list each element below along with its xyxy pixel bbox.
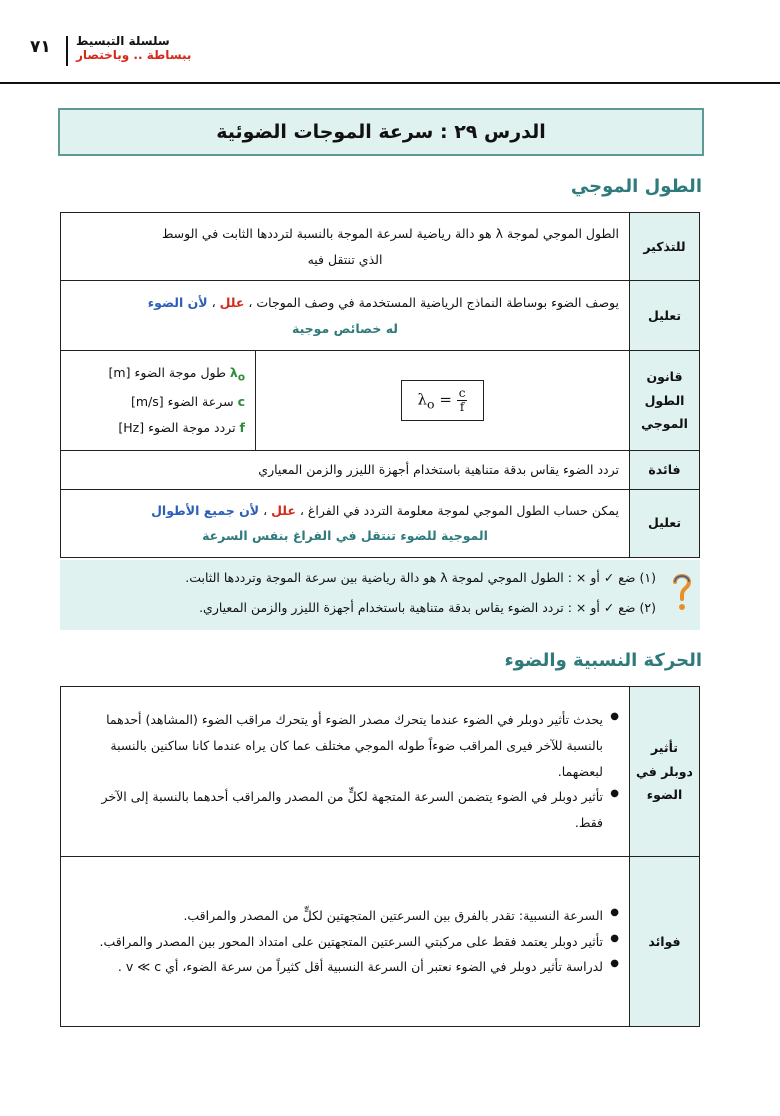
var-symbol: c (237, 393, 245, 409)
row-label-reason1: تعليل (630, 281, 700, 351)
doppler-label-line: الضوء (646, 787, 683, 803)
series-title: سلسلة التبسيط (76, 34, 170, 48)
formula-numerator: c (458, 386, 466, 400)
row-reason2 (61, 489, 700, 557)
header-rule (0, 82, 780, 84)
row-label-remember: للتذكير (630, 213, 700, 281)
reason1-text (61, 281, 630, 351)
reason2-statement: يمكن حساب الطول الموجي لموجة معلومة التردد في الفراغ ، (295, 502, 619, 518)
row-label-notes: فوائد (630, 857, 700, 1027)
doppler-content (61, 687, 630, 857)
formula-lambda: λ (417, 390, 428, 409)
var-symbol: f (239, 420, 245, 436)
question-mark-icon (670, 570, 694, 614)
series-subtitle: ببساطة .. وباختصار (76, 48, 192, 62)
row-label-reason2: تعليل (630, 489, 700, 557)
notes-content (61, 857, 630, 1027)
reason2-answer: الموجية للضوء تنتقل في الفراغ بنفس السرعة (202, 528, 488, 544)
notes-list (61, 899, 629, 984)
reason1-statement: يوصف الضوء بوساطة النماذج الرياضية المستخدمة في وصف الموجات ، (244, 294, 619, 310)
doppler-table (60, 686, 700, 1027)
quiz-question-2: (٢) ضع ✓ أو × : تردد الضوء يقاس بدقة متناهية باستخدام أجهزة الليزر والزمن المعياري. (199, 600, 656, 615)
reason2-text (61, 489, 630, 557)
law-label-line: الموجي (641, 416, 688, 432)
formula-fraction (457, 387, 468, 414)
var-symbol: λ (229, 364, 238, 380)
list-item: ● لدراسة تأثير دوبلر في الضوء نعتبر أن السرعة النسبية أقل كثيراً من سرعة الضوء، أي v ≪ c . (71, 954, 619, 980)
variables-cell (61, 351, 256, 451)
row-remember (61, 213, 700, 281)
row-notes (61, 857, 700, 1027)
var-row (71, 415, 245, 441)
doppler-label-line: دوبلر في (636, 763, 693, 779)
row-label-law (630, 351, 700, 451)
var-desc: طول موجة الضوء (130, 364, 230, 380)
fact-text: تردد الضوء يقاس بدقة متناهية باستخدام أجهزة الليزر والزمن المعياري (61, 451, 630, 490)
list-item: ● يحدث تأثير دوبلر في الضوء عندما يتحرك مصدر الضوء أو يتحرك مراقب الضوء (المشاهد) أحدهما بالنسبة للآخر فيرى المراقب ضوءاً طوله الموجي مختلف عما كان يراه عندما كانا ساكنين بالنسبة لبعضهما. (71, 707, 619, 784)
var-row (71, 389, 245, 415)
reason1-why: علل (219, 294, 245, 310)
quiz-box (60, 560, 700, 630)
remember-line1: الطول الموجي لموجة λ هو دالة رياضية لسرعة الموجة بالنسبة لترددها الثابت في الوسط (161, 225, 619, 241)
row-reason1 (61, 281, 700, 351)
lesson-title: الدرس ٢٩ : سرعة الموجات الضوئية (58, 108, 704, 156)
var-desc: سرعة الضوء (163, 393, 238, 409)
remember-line2: الذي تنتقل فيه (307, 251, 383, 267)
doppler-list (61, 703, 629, 839)
list-item: ● السرعة النسبية: تقدر بالفرق بين السرعتين المتجهتين لكلٍّ من المصدر والمراقب. (71, 903, 619, 929)
series-info (76, 34, 191, 80)
row-fact (61, 451, 700, 490)
list-item: ● تأثير دوبلر في الضوء يتضمن السرعة المتجهة لكلٍّ من المصدر والمراقب أحدهما بالنسبة إلى الآخر فقط. (71, 784, 619, 835)
remember-text (61, 213, 630, 281)
var-desc: تردد موجة الضوء (144, 420, 240, 436)
var-unit: [Hz] (118, 420, 145, 436)
page-number: ٧١ (30, 37, 51, 57)
var-unit: [m] (108, 364, 131, 380)
reason1-answer: له خصائص موجية (291, 320, 398, 336)
section-heading-relative-motion: الحركة النسبية والضوء (504, 650, 702, 671)
list-item: ● تأثير دوبلر يعتمد فقط على مركبتي السرعتين المتجهتين على امتداد المحور بين المصدر والمراقب. (71, 929, 619, 955)
formula-equals: = (439, 390, 452, 409)
reason1-sep: ، (207, 294, 220, 310)
var-unit: [m/s] (130, 393, 164, 409)
var-row (71, 360, 245, 389)
reason2-because: لأن جميع الأطوال (151, 502, 260, 518)
wavelength-formula (401, 380, 485, 421)
header-divider (66, 36, 68, 66)
formula-sub: o (427, 396, 435, 412)
formula-cell (256, 351, 630, 451)
var-sub: o (237, 371, 245, 384)
law-label-line: الطول (644, 392, 685, 408)
row-law (61, 351, 700, 451)
law-label-line: قانون (646, 368, 683, 384)
reason1-because: لأن الضوء (147, 294, 208, 310)
formula-denominator: f (459, 400, 465, 414)
reason2-why: علل (271, 502, 296, 518)
wavelength-table (60, 212, 700, 558)
row-label-doppler (630, 687, 700, 857)
page-header (30, 34, 230, 80)
section-heading-wavelength: الطول الموجي (570, 176, 702, 197)
row-doppler (61, 687, 700, 857)
doppler-label-line: تأثير (651, 739, 678, 755)
row-label-fact: فائدة (630, 451, 700, 490)
reason2-sep: ، (259, 502, 272, 518)
quiz-question-1: (١) ضع ✓ أو × : الطول الموجي لموجة λ هو دالة رياضية بين سرعة الموجة وترددها الثابت. (185, 570, 656, 585)
